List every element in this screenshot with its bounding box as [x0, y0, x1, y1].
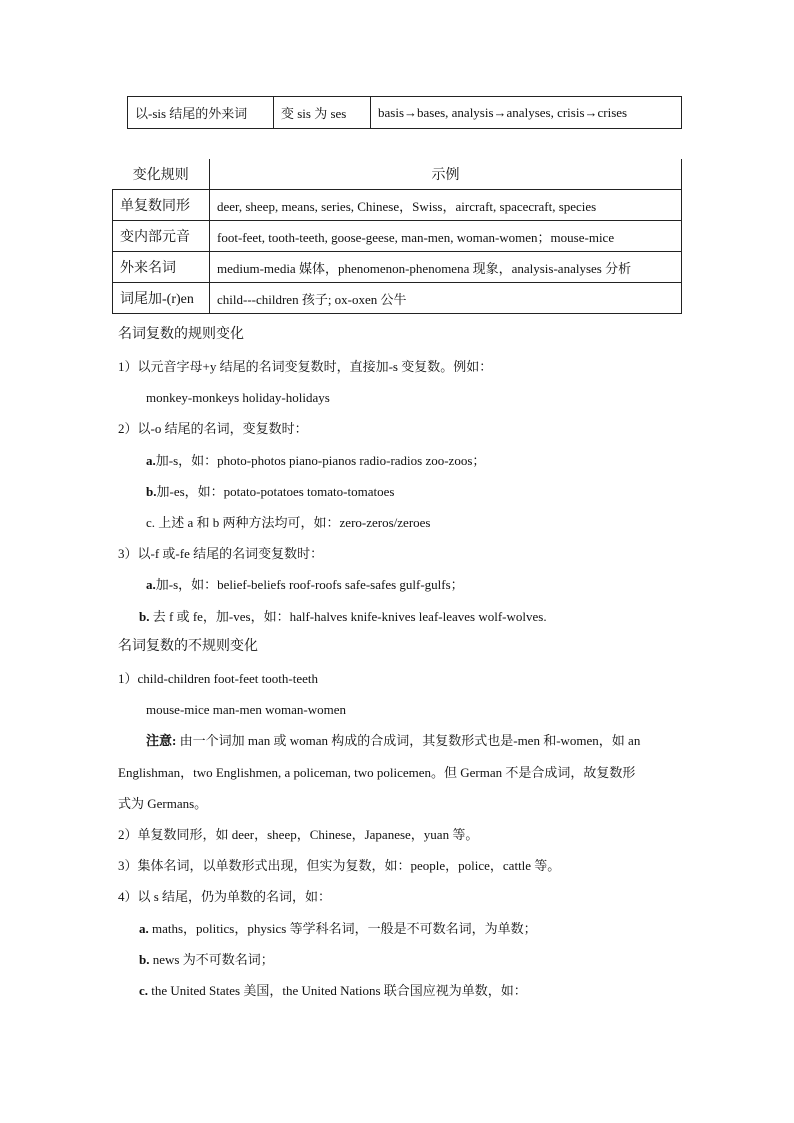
table-header-row: [113, 159, 682, 190]
item-marker: a.: [139, 921, 149, 936]
irregular-1: 1）child-children foot-feet tooth-teeth: [118, 671, 318, 686]
note-label: 注意:: [146, 733, 177, 748]
section-title-regular: 名词复数的规则变化: [118, 327, 244, 342]
item-marker: b.: [139, 609, 150, 624]
table-cell: 变内部元音: [113, 221, 210, 252]
table-cell: basis→bases, analysis→analyses, crisis→crises: [371, 97, 682, 129]
item-text: maths，politics，physics 等学科名词，一般是不可数名词，为单数；: [148, 921, 537, 936]
irregular-4c: [139, 982, 527, 1000]
table-row: [113, 252, 682, 283]
item-text: 去 f 或 fe，加-ves，如：half-halves knife-knives leaf-leaves wolf-wolves.: [152, 609, 547, 624]
table-cell: deer, sheep, means, series, Chinese，Swiss，aircraft, spacecraft, species: [210, 190, 682, 221]
table-cell: 以-sis 结尾的外来词: [128, 97, 274, 129]
item-text: news 为不可数名词；: [149, 952, 274, 967]
item-marker: b.: [146, 484, 157, 499]
irregular-4a: [139, 920, 537, 938]
table-row: [113, 221, 682, 252]
rule-2a: [146, 452, 485, 470]
table-cell: medium-media 媒体，phenomenon-phenomena 现象，analysis-analyses 分析: [210, 252, 682, 283]
table-cell: 词尾加-(r)en: [113, 283, 210, 314]
rule-3a: [146, 576, 464, 594]
rule-1-example: monkey-monkeys holiday-holidays: [146, 390, 330, 405]
item-marker: a.: [146, 453, 156, 468]
rule-3b: [139, 608, 547, 626]
note-line-3: 式为 Germans。: [118, 796, 208, 811]
section-title-irregular: 名词复数的不规则变化: [118, 639, 258, 654]
table-cell: 单复数同形: [113, 190, 210, 221]
irregular-4: 4）以 s 结尾，仍为单数的名词，如：: [118, 889, 332, 904]
rule-3: 3）以-f 或-fe 结尾的名词变复数时：: [118, 546, 324, 561]
item-text: 加-s，如：belief-beliefs roof-roofs safe-safes gulf-gulfs；: [155, 577, 464, 592]
table-cell: 外来名词: [113, 252, 210, 283]
irregular-3: 3）集体名词，以单数形式出现，但实为复数，如：people，police，cattle 等。: [118, 858, 561, 873]
column-header: 示例: [210, 159, 682, 190]
item-marker: c.: [139, 983, 149, 998]
item-text: 加-es，如：potato-potatoes tomato-tomatoes: [156, 484, 395, 499]
irregular-2: 2）单复数同形，如 deer，sheep，Chinese，Japanese，yuan 等。: [118, 827, 479, 842]
item-text: the United States 美国，the United Nations 联合国应视为单数，如：: [148, 983, 527, 998]
note-text: 由一个词加 man 或 woman 构成的合成词，其复数形式也是-men 和-women，如 an: [176, 733, 641, 748]
item-marker: a.: [146, 577, 156, 592]
irregular-1-cont: mouse-mice man-men woman-women: [146, 702, 346, 717]
table-cell: 变 sis 为 ses: [274, 97, 371, 129]
item-text: 加-s，如：photo-photos piano-pianos radio-radios zoo-zoos；: [155, 453, 486, 468]
column-header: 变化规则: [113, 159, 210, 190]
table-cell: child---children 孩子; ox-oxen 公牛: [210, 283, 682, 314]
table-row: [113, 283, 682, 314]
irregular-4b: [139, 951, 274, 969]
rule-2c: c. 上述 a 和 b 两种方法均可，如：zero-zeros/zeroes: [146, 515, 431, 530]
rule-1: 1）以元音字母+y 结尾的名词变复数时，直接加-s 变复数。例如：: [118, 359, 493, 374]
plural-rules-table: [112, 159, 682, 314]
rule-2b: [146, 483, 394, 501]
rule-2: 2）以-o 结尾的名词，变复数时：: [118, 421, 308, 436]
sis-rule-table: [127, 96, 682, 129]
note-line-1: [146, 732, 640, 750]
table-row: [113, 190, 682, 221]
table-row: [128, 97, 682, 129]
table-cell: foot-feet, tooth-teeth, goose-geese, man-men, woman-women；mouse-mice: [210, 221, 682, 252]
note-line-2: Englishman，two Englishmen, a policeman, two policemen。但 German 不是合成词，故复数形: [118, 765, 636, 780]
item-marker: b.: [139, 952, 150, 967]
